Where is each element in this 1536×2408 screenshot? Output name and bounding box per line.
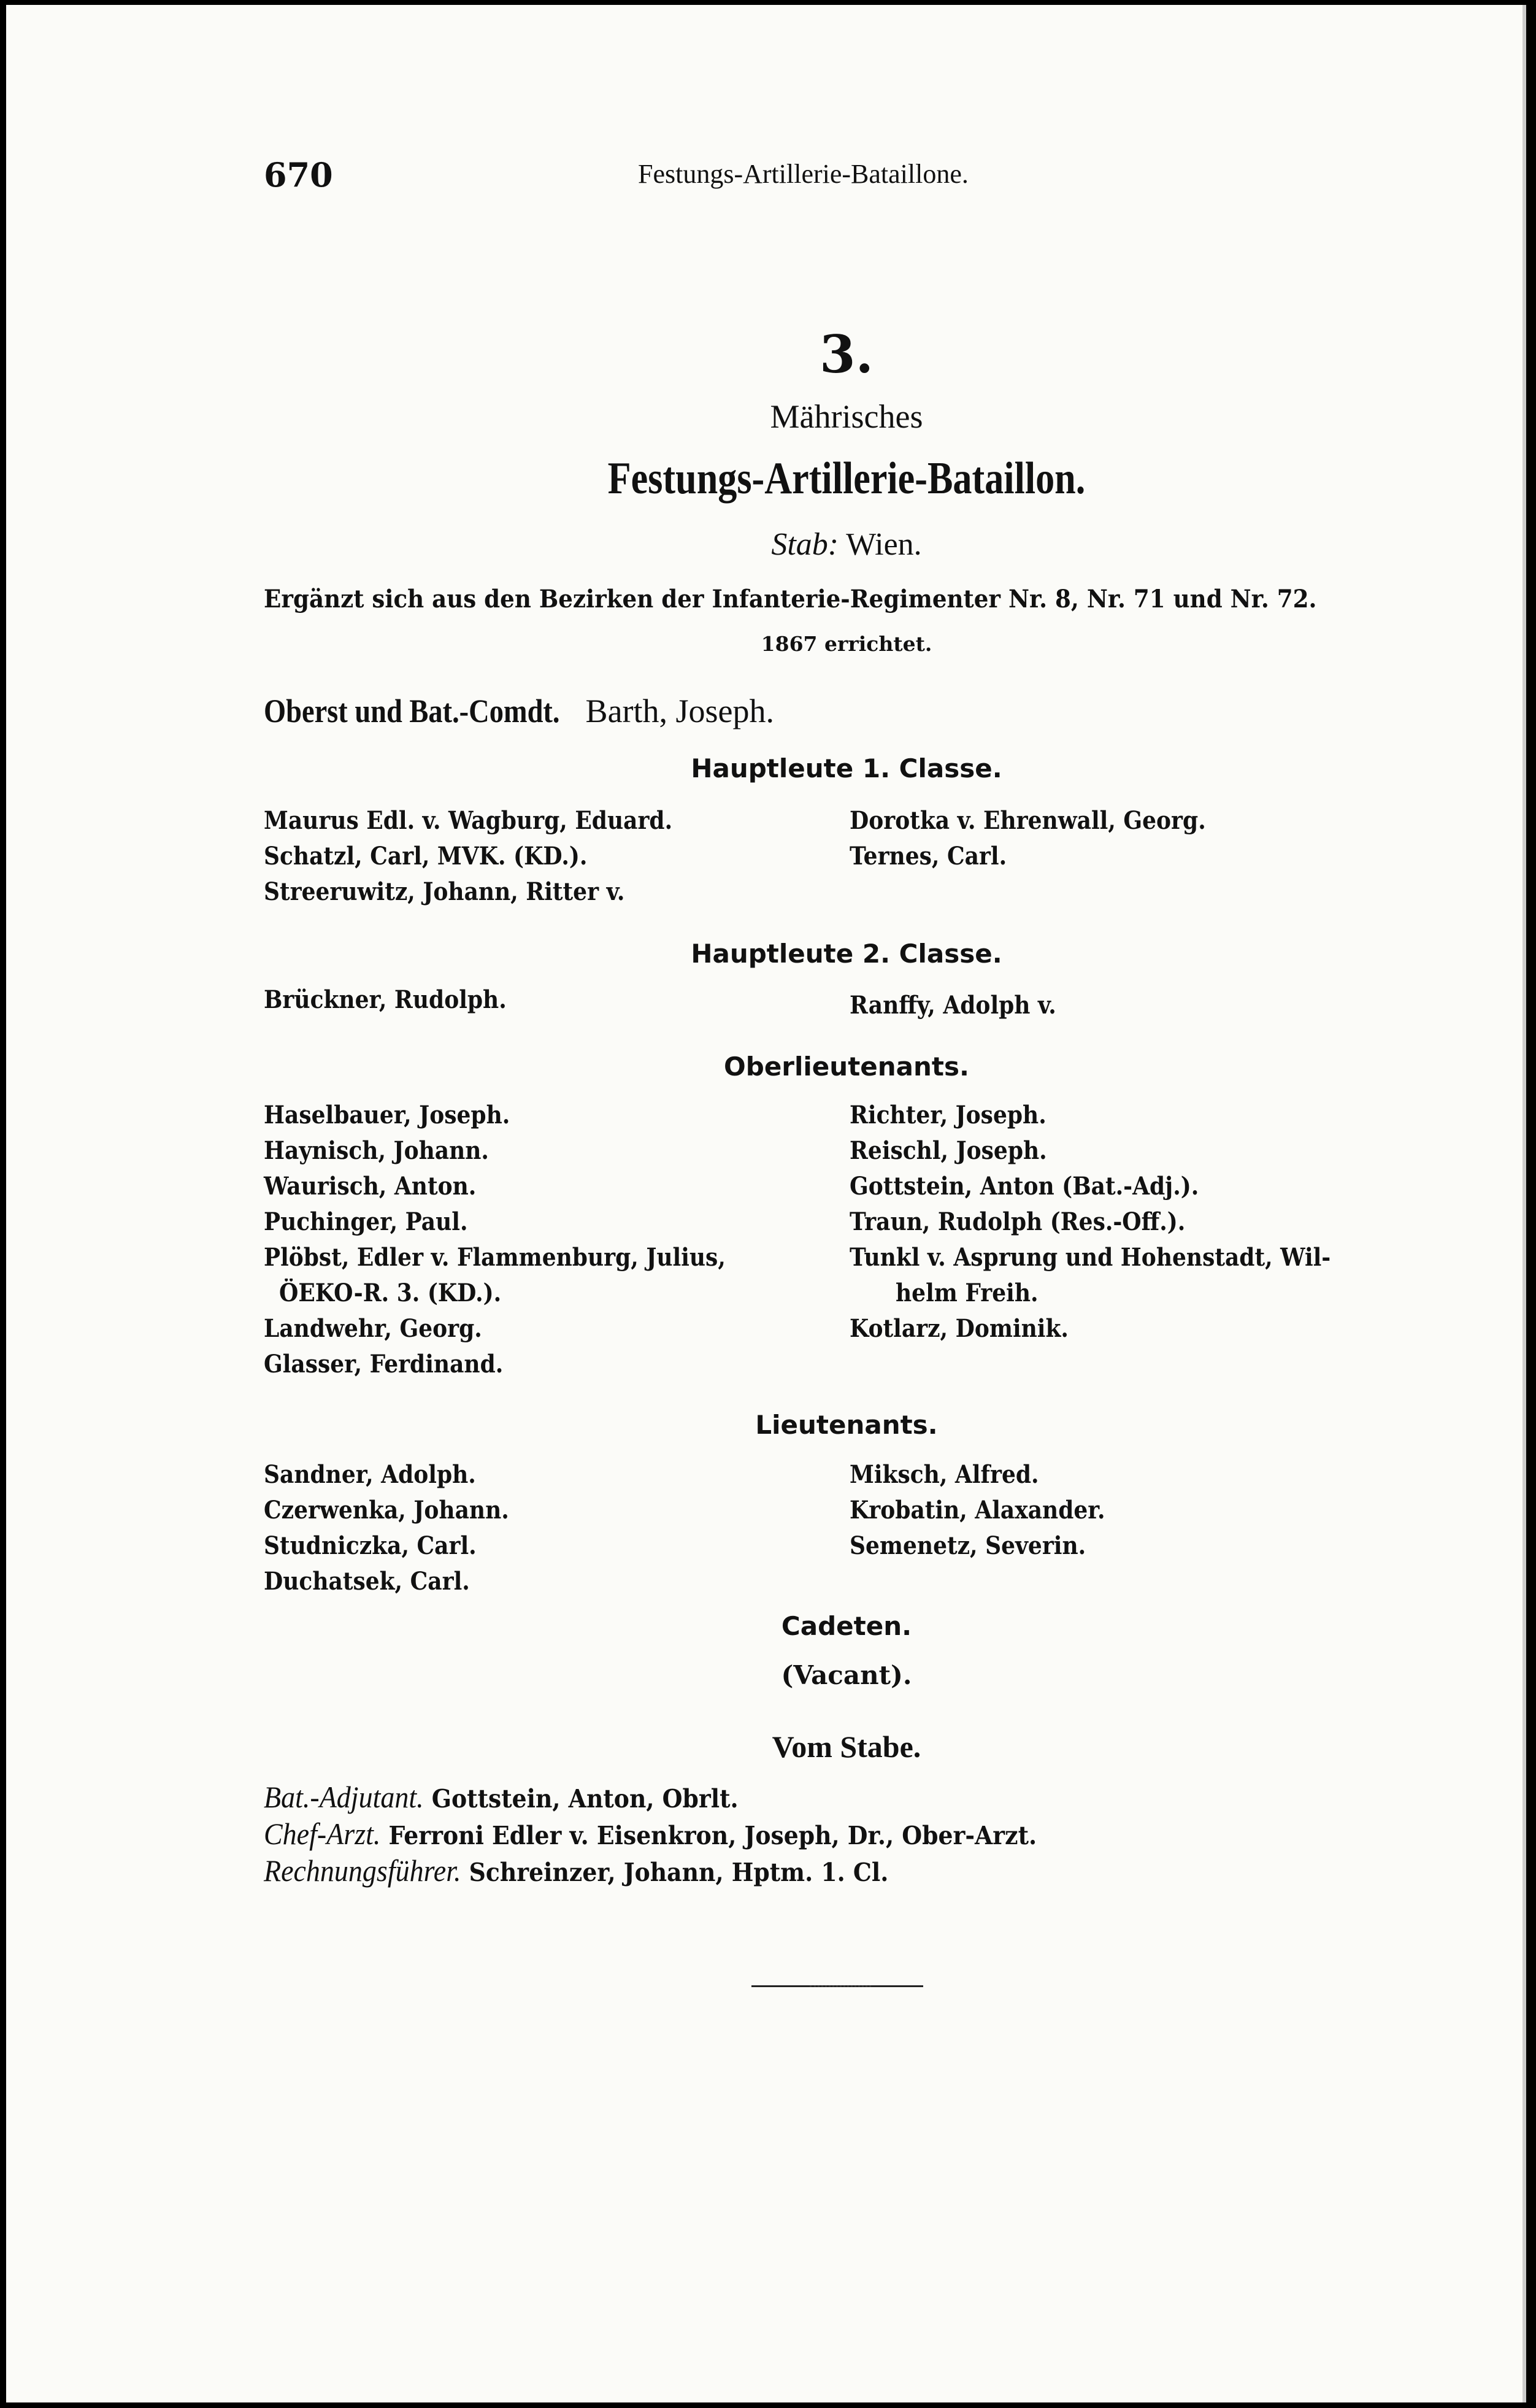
staff-name: Schreinzer, Johann, Hptm. 1. Cl. [469,1858,889,1887]
running-title: Festungs-Artillerie-Bataillone. [638,159,969,189]
list-item: Tunkl v. Asprung und Hohenstadt, Wil- [850,1243,1331,1272]
list-item: Reischl, Joseph. [850,1136,1047,1165]
list-item: Duchatsek, Carl. [264,1567,470,1596]
list-item: helm Freih. [896,1279,1039,1307]
list-item: Haynisch, Johann. [264,1136,489,1165]
list-item: Krobatin, Alaxander. [850,1496,1105,1525]
cadets-value: (Vacant). [781,1660,912,1690]
recruitment-line: Ergänzt sich aus den Bezirken der Infanterie-Regimenter Nr. 8, Nr. 71 und Nr. 72. [264,585,1317,614]
commander-name: Barth, Joseph. [585,693,775,729]
list-item: Ranffy, Adolph v. [850,991,1056,1020]
list-item: Plöbst, Edler v. Flammenburg, Julius, [264,1243,726,1272]
staff-role: Rechnungsführer. [264,1853,461,1888]
list-item: Puchinger, Paul. [264,1207,468,1236]
list-item: Gottstein, Anton (Bat.-Adj.). [850,1172,1199,1201]
founded-line: 1867 errichtet. [761,632,932,656]
staff-name: Gottstein, Anton, Obrlt. [431,1784,739,1814]
list-item: Ternes, Carl. [850,842,1007,871]
commander-label: Oberst und Bat.-Comdt. [264,693,560,729]
end-ornament [810,1982,871,1987]
battalion-number: 3. [820,324,874,385]
list-item: Glasser, Ferdinand. [264,1350,504,1379]
list-item: Czerwenka, Johann. [264,1496,509,1525]
list-item: Landwehr, Georg. [264,1314,482,1343]
staff-entry [264,1779,739,1815]
battalion-name: Festungs-Artillerie-Bataillon. [607,453,1086,504]
staff-heading: Vom Stabe. [772,1729,921,1764]
list-item: Brückner, Rudolph. [264,985,507,1014]
staff-entry [264,1853,888,1888]
list-item: Richter, Joseph. [850,1101,1046,1129]
stab-line [6,526,1526,563]
list-item: Waurisch, Anton. [264,1172,477,1201]
list-item: Semenetz, Severin. [850,1531,1086,1560]
section-heading: Hauptleute 2. Classe. [691,939,1002,969]
battalion-region: Mährisches [770,398,923,435]
staff-role: Chef-Arzt. [264,1817,381,1851]
staff-role: Bat.-Adjutant. [264,1780,424,1814]
list-item: Kotlarz, Dominik. [850,1314,1069,1343]
section-heading: Lieutenants. [755,1410,938,1440]
document-page [6,5,1526,2402]
stab-value: Wien. [846,527,922,562]
page-number: 670 [264,155,333,194]
section-heading: Oberlieutenants. [724,1052,969,1082]
list-item: Miksch, Alfred. [850,1460,1039,1489]
list-item: Sandner, Adolph. [264,1460,476,1489]
list-item: Traun, Rudolph (Res.-Off.). [850,1207,1186,1236]
list-item: Streeruwitz, Johann, Ritter v. [264,877,625,906]
list-item: Schatzl, Carl, MVK. (KD.). [264,842,588,871]
list-item: Dorotka v. Ehrenwall, Georg. [850,806,1206,835]
staff-entry [264,1816,1037,1852]
stab-label: Stab: [771,527,839,562]
list-item: Maurus Edl. v. Wagburg, Eduard. [264,806,673,835]
list-item: Studniczka, Carl. [264,1531,477,1560]
cadets-heading: Cadeten. [781,1611,912,1641]
staff-name: Ferroni Edler v. Eisenkron, Joseph, Dr., Ober-Arzt. [388,1821,1037,1850]
commander-line [264,692,774,730]
list-item: Haselbauer, Joseph. [264,1101,510,1129]
section-heading: Hauptleute 1. Classe. [691,753,1002,783]
list-item: ÖEKO-R. 3. (KD.). [279,1279,502,1307]
